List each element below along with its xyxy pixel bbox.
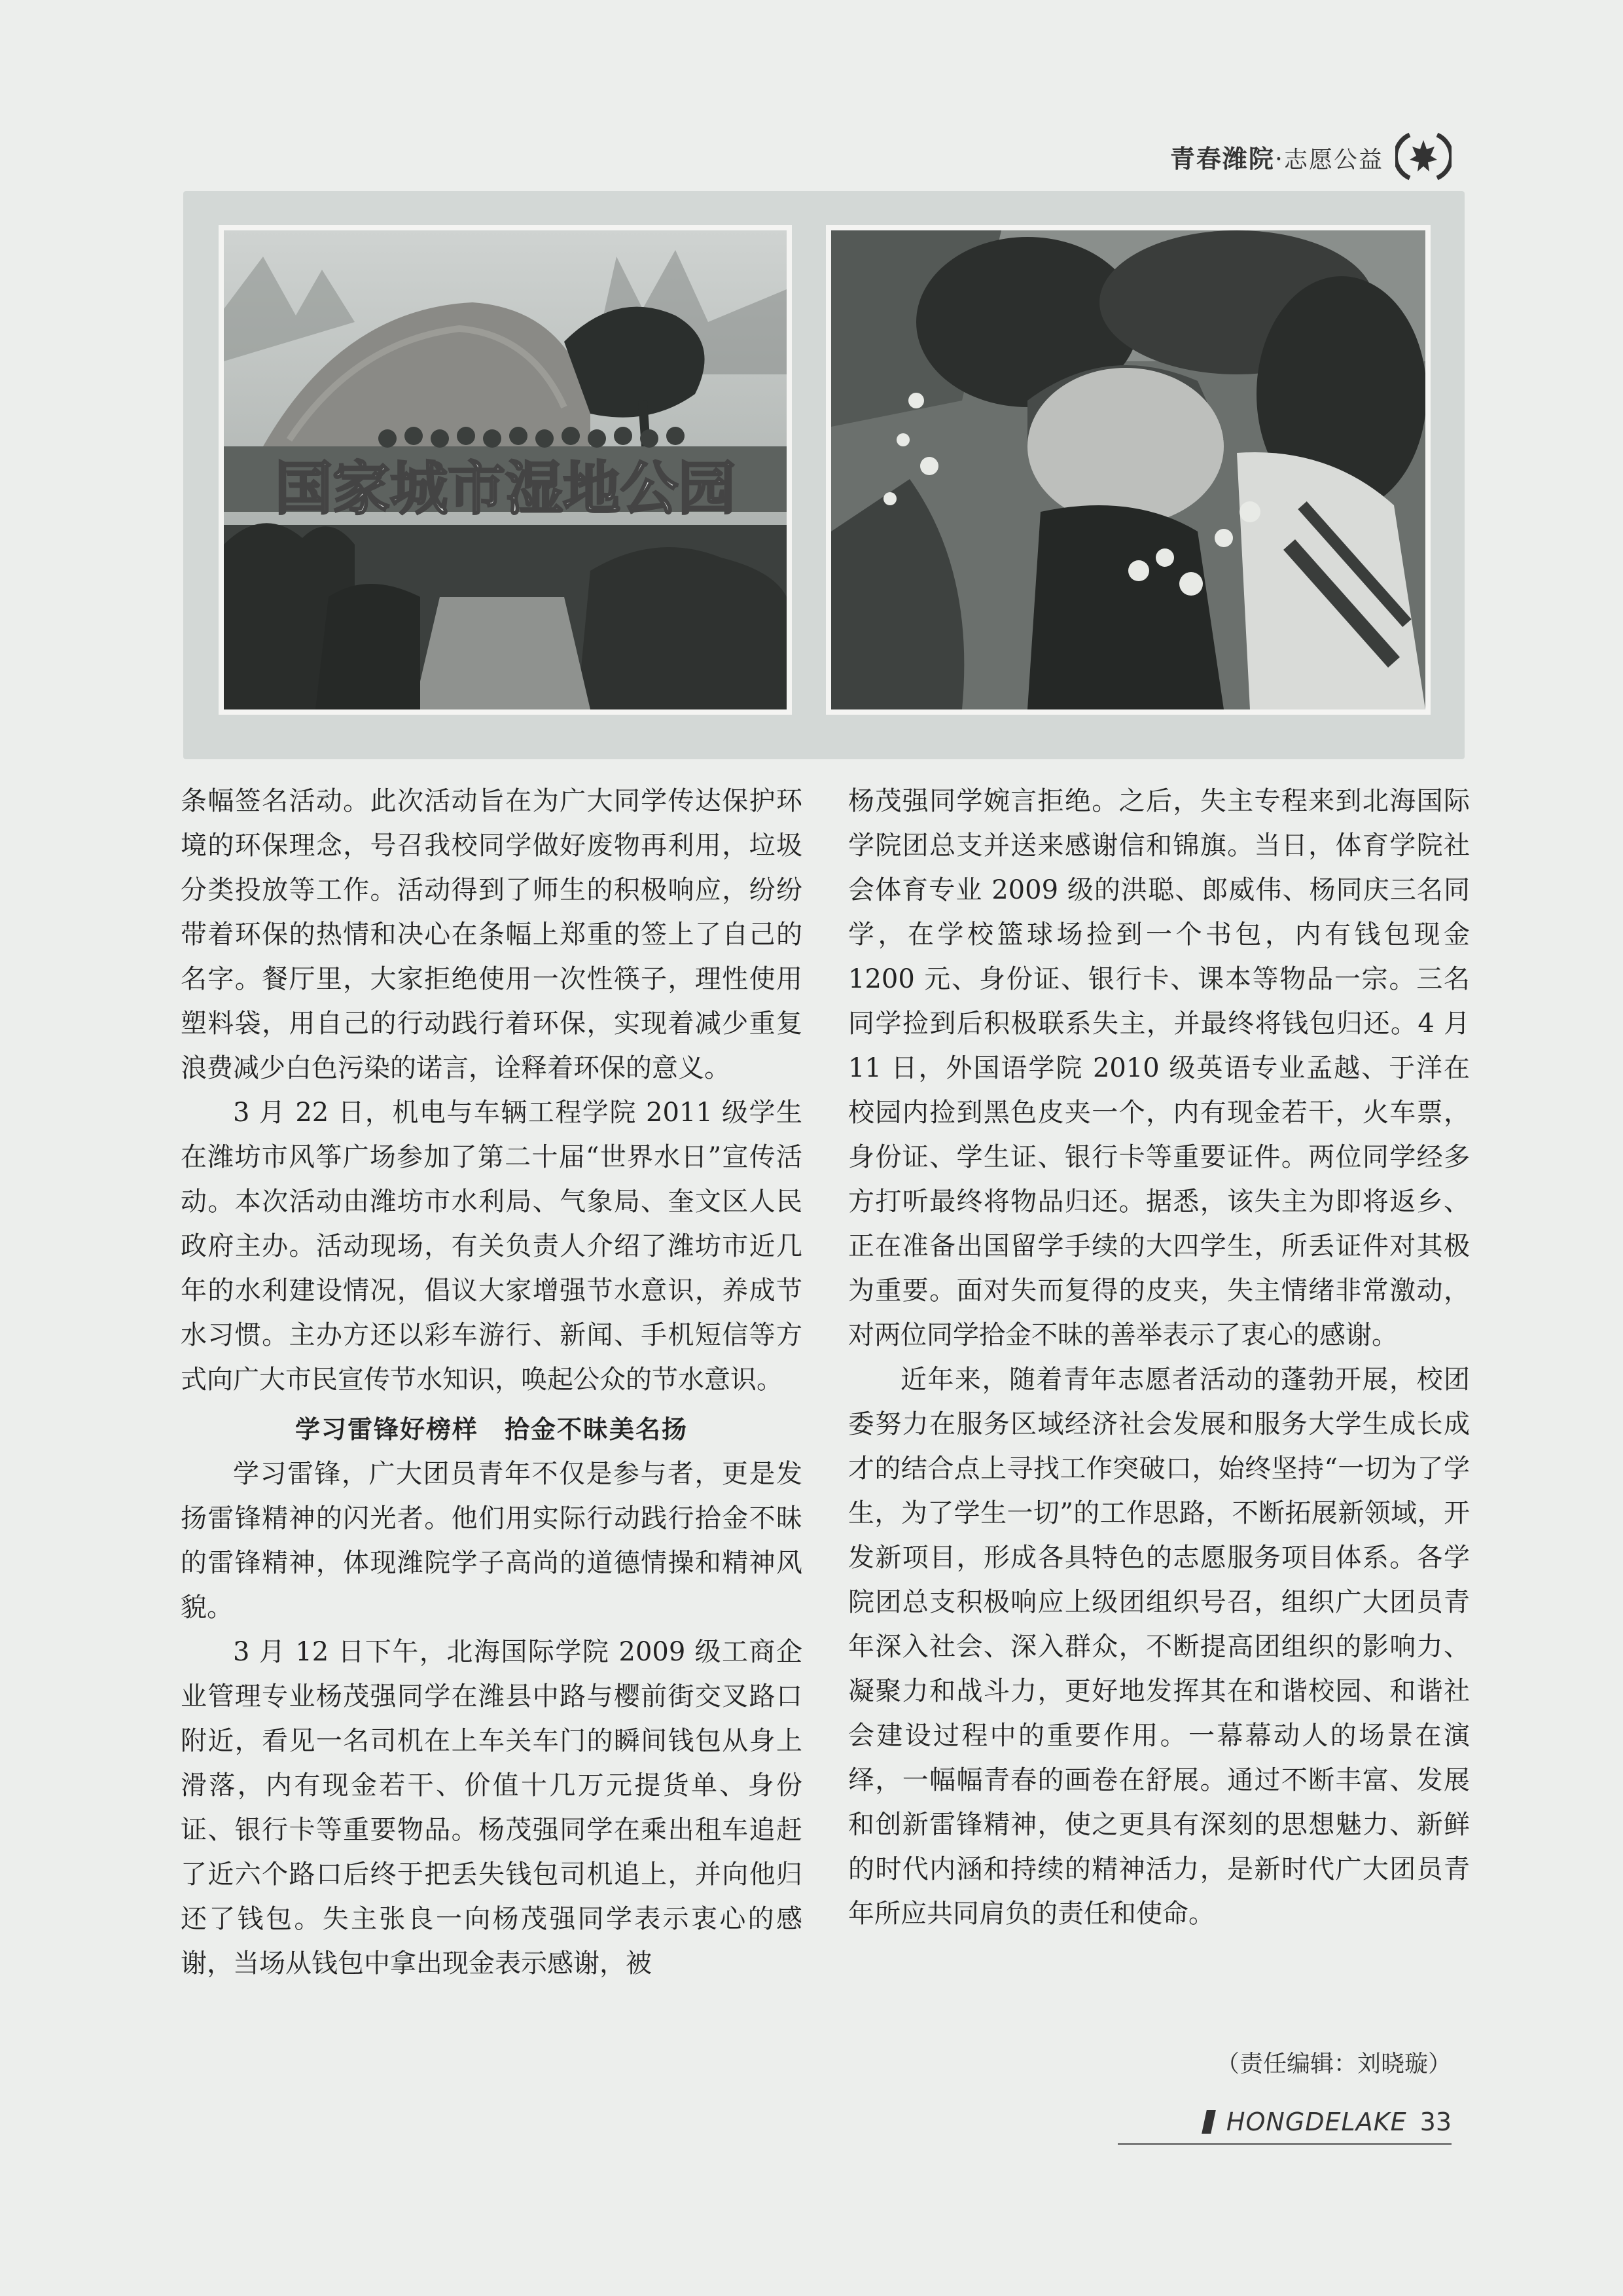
right-text-column xyxy=(848,779,1470,1936)
wetland-park-photo xyxy=(219,225,792,715)
header-subsection: 志愿公益 xyxy=(1283,146,1383,173)
paragraph: 近年来，随着青年志愿者活动的蓬勃开展，校团委努力在服务区域经济社会发展和服务大学生成长成才的结合点上寻找工作突破口，始终坚持“一切为了学生，为了学生一切”的工作思路，不断拓展新领域，开发新项目，形成各具特色的志愿服务项目体系。各学院团总支积极响应上级团组织号召，组织广大团员青年深入社会、深入群众，不断提高团组织的影响力、凝聚力和战斗力，更好地发挥其在和谐校园、和谐社会建设过程中的重要作用。一幕幕动人的场景在演绎，一幅幅青春的画卷在舒展。通过不断丰富、发展和创新雷锋精神，使之更具有深刻的思想魅力、新鲜的时代内涵和持续的精神活力，是新时代广大团员青年所应共同肩负的责任和使命。 xyxy=(848,1365,1470,1929)
paragraph: 3 月 22 日，机电与车辆工程学院 2011 级学生在潍坊市风筝广场参加了第二十届“世界水日”宣传活动。本次活动由潍坊市水利局、气象局、奎文区人民政府主办。活动现场，有关负责人介绍了潍坊市近几年的水利建设情况，倡议大家增强节水意识，养成节水习惯。主办方还以彩车游行、新闻、手机短信等方式向广大市民宣传节水知识，唤起公众的节水意识。 xyxy=(181,1098,802,1395)
paragraph: 条幅签名活动。此次活动旨在为广大同学传达保护环境的环保理念，号召我校同学做好废物再利用，垃圾分类投放等工作。活动得到了师生的积极响应，纷纷带着环保的热情和决心在条幅上郑重的签上了自己的名字。餐厅里，大家拒绝使用一次性筷子，理性使用塑料袋，用自己的行动践行着环保，实现着减少重复浪费减少白色污染的诺言，诠释着环保的意义。 xyxy=(181,786,802,1083)
students-smelling-flowers-photo xyxy=(826,225,1431,715)
paragraph: 杨茂强同学婉言拒绝。之后，失主专程来到北海国际学院团总支并送来感谢信和锦旗。当日，体育学院社会体育专业 2009 级的洪聪、郎威伟、杨同庆三名同学，在学校篮球场捡到一个书包，内有钱包现金 1200 元、身份证、银行卡、课本等物品一宗。三名同学捡到后积极联系失主，并最终将钱包归还。4 月 11 日，外国语学院 2010 级英语专业孟越、于洋在校园内捡到黑色皮夹一个，内有现金若干，火车票，身份证、学生证、银行卡等重要证件。两位同学经多方打听最终将物品归还。据悉，该失主为即将返乡、正在准备出国留学手续的大四学生，所丢证件对其极为重要。面对失而复得的皮夹，失主情绪非常激动，对两位同学拾金不昧的善举表示了衷心的感谢。 xyxy=(848,786,1470,1350)
park-sign-text: 国家城市湿地公园 xyxy=(274,455,736,522)
maple-leaf-emblem-icon xyxy=(1395,128,1452,185)
footer-bar-icon xyxy=(1202,2110,1216,2134)
header-title xyxy=(1170,139,1383,175)
page-footer xyxy=(1118,2108,1452,2145)
editor-credit: （责任编辑：刘晓璇） xyxy=(1215,2051,1452,2077)
left-text-column xyxy=(181,779,802,1986)
header-separator: · xyxy=(1274,144,1284,173)
section-subheading: 学习雷锋好榜样 拾金不昧美名扬 xyxy=(294,1415,688,1444)
page-number: 33 xyxy=(1419,2108,1452,2136)
photo-band xyxy=(183,191,1465,759)
paragraph: 学习雷锋，广大团员青年不仅是参与者，更是发扬雷锋精神的闪光者。他们用实际行动践行拾金不昧的雷锋精神，体现潍院学子高尚的道德情操和精神风貌。 xyxy=(181,1459,802,1623)
paragraph: 3 月 12 日下午，北海国际学院 2009 级工商企业管理专业杨茂强同学在潍县中路与樱前街交叉路口附近，看见一名司机在上车关车门的瞬间钱包从身上滑落，内有现金若干、价值十几万元提货单、身份证、银行卡等重要物品。杨茂强同学在乘出租车追赶了近六个路口后终于把丢失钱包司机追上，并向他归还了钱包。失主张良一向杨茂强同学表示衷心的感谢，当场从钱包中拿出现金表示感谢，被 xyxy=(181,1637,802,1979)
footer-brand: HONGDELAKE xyxy=(1226,2108,1407,2136)
running-header xyxy=(1170,128,1452,185)
header-section: 青春潍院 xyxy=(1169,144,1275,173)
